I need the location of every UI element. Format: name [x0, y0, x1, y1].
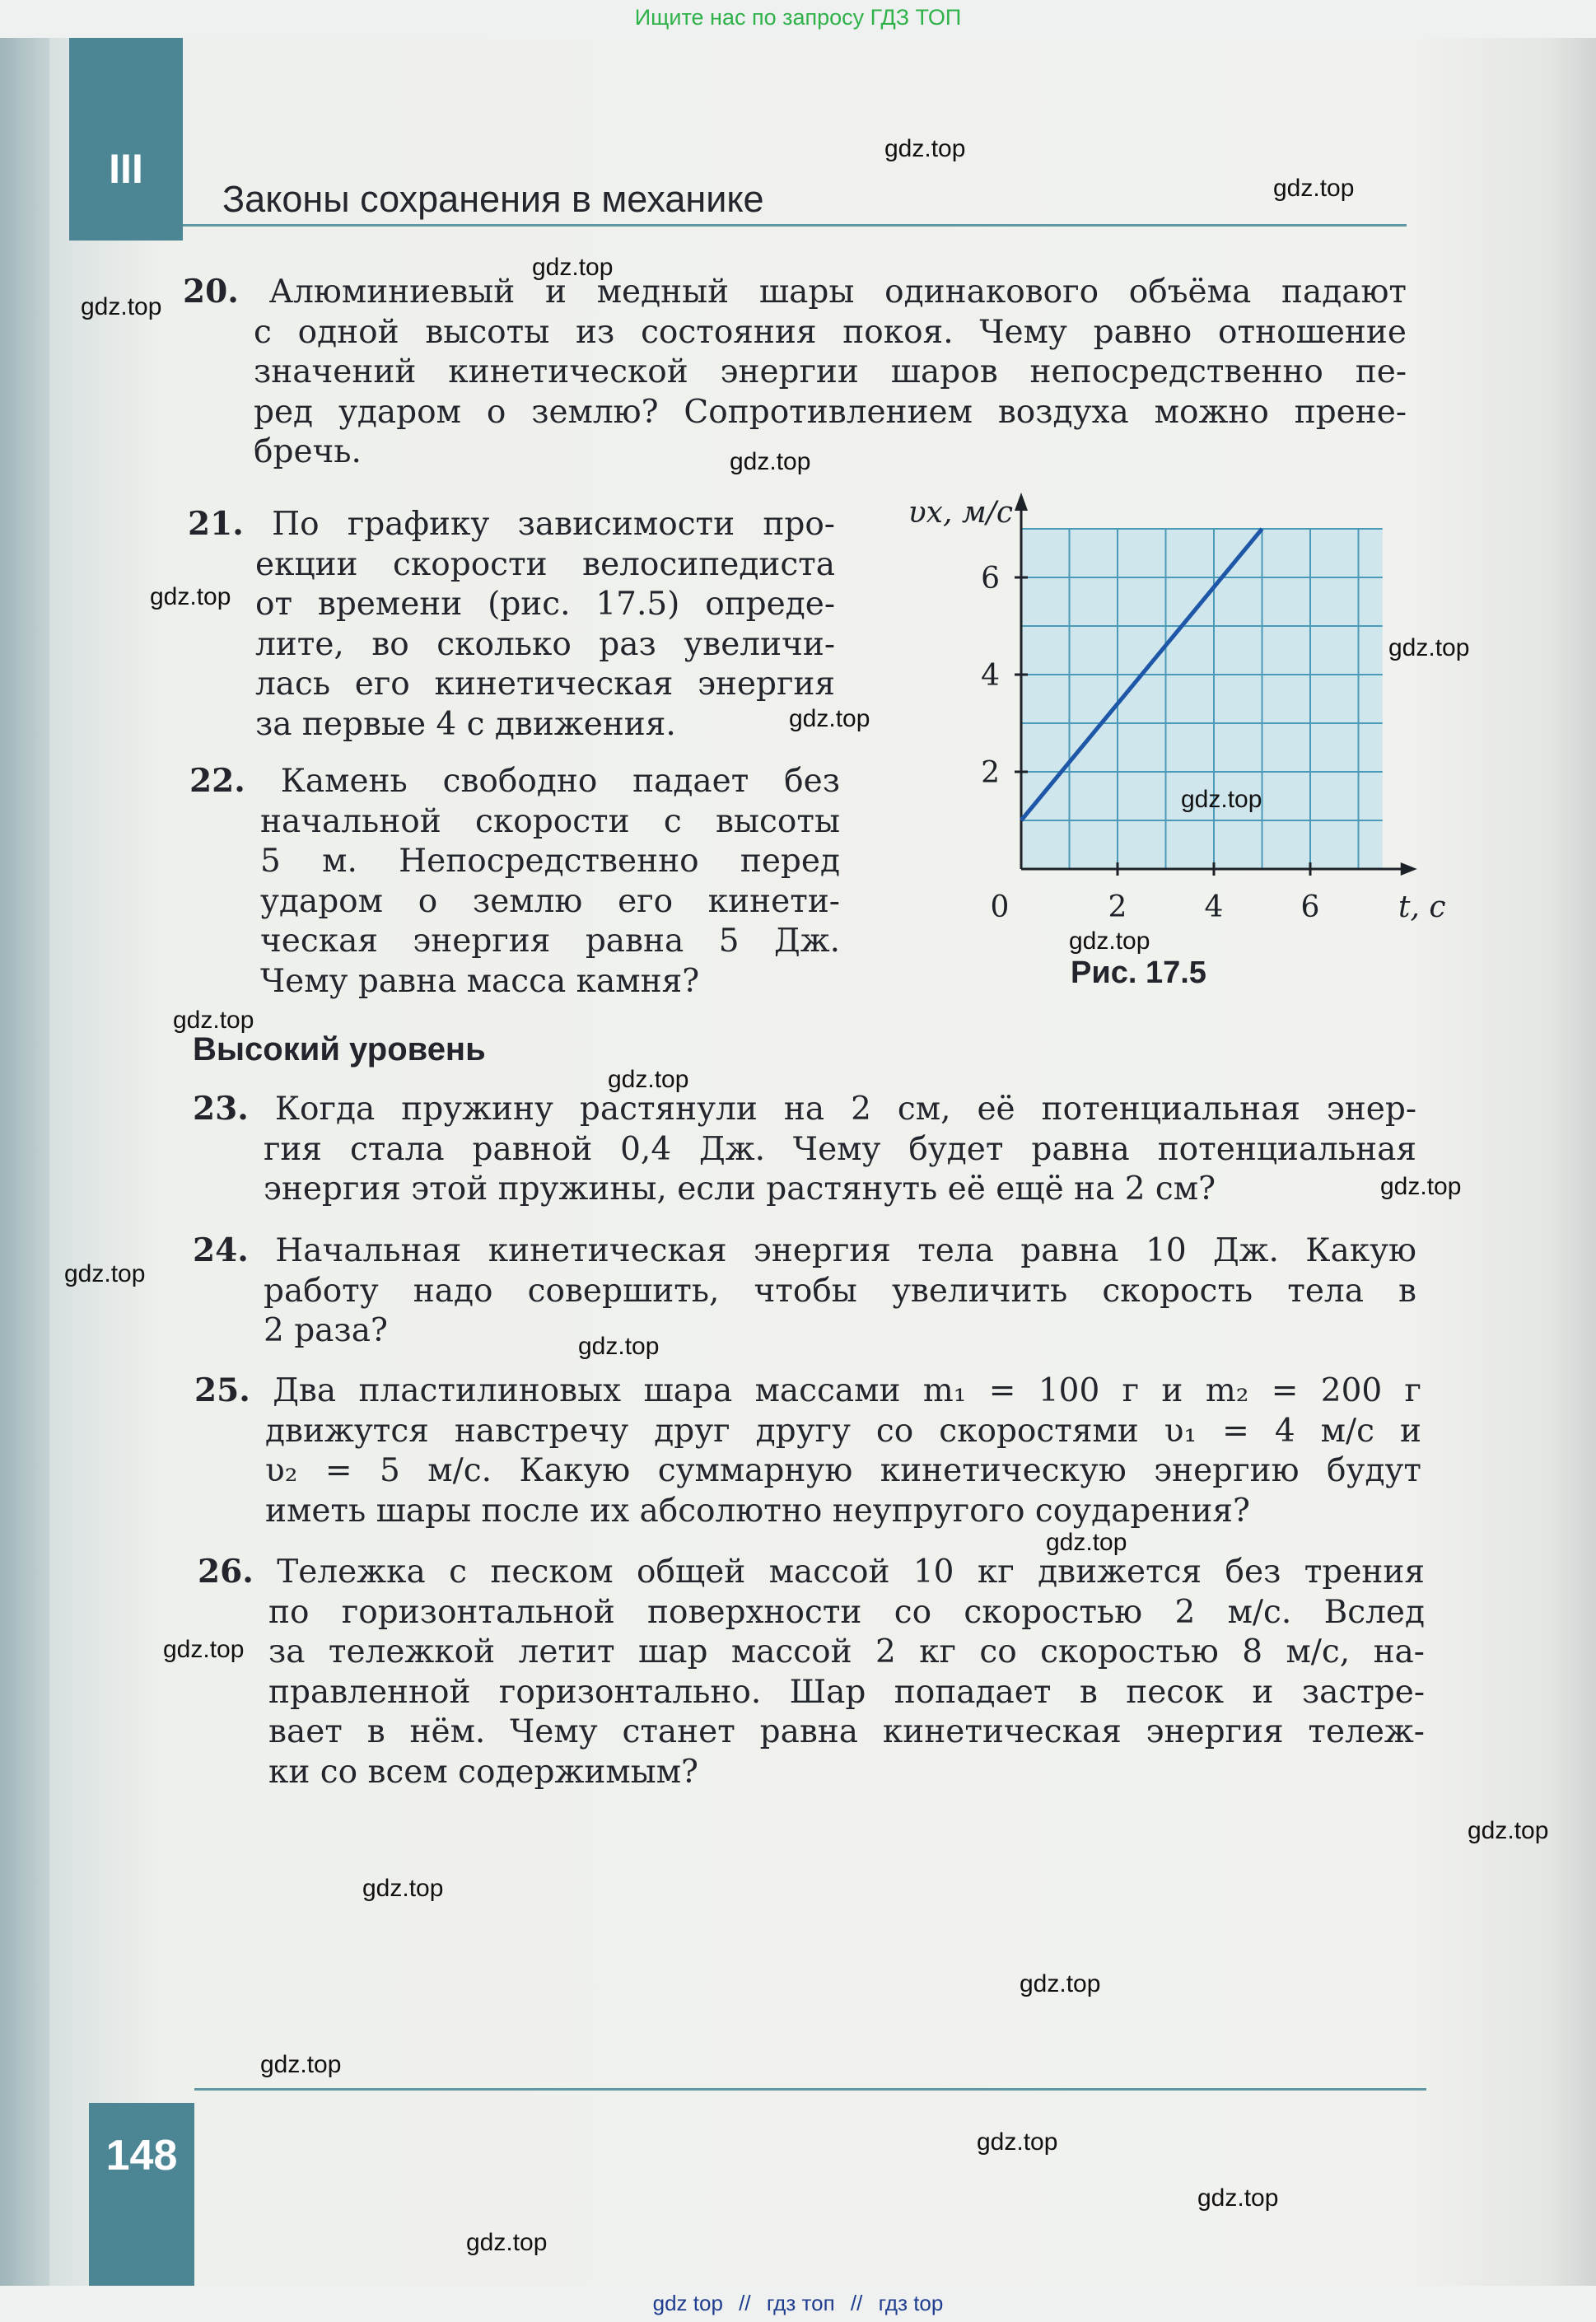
problem-number: 22.: [189, 762, 245, 800]
page-number: 148: [105, 2132, 178, 2180]
problem-number: 21.: [188, 505, 244, 543]
problem-line: вает в нём. Чему станет равна кинетическая энергия тележ-: [268, 1713, 1425, 1750]
watermark-label: gdz.top: [1197, 2184, 1279, 2212]
problem-22: [189, 761, 840, 1002]
problem-line: от времени (рис. 17.5) опреде-: [255, 586, 835, 623]
watermark-label: gdz.top: [977, 2128, 1058, 2156]
watermark-label: gdz.top: [150, 583, 231, 610]
problem-line: 20. Алюминиевый и медный шары одинакового объёма падают: [183, 273, 1407, 311]
figure-caption: Рис. 17.5: [1071, 955, 1206, 990]
problem-line: движутся навстречу друг другу со скоростями υ₁ = 4 м/с и: [265, 1412, 1421, 1450]
watermark-label: gdz.top: [1046, 1529, 1127, 1556]
problem-line: за тележкой летит шар массой 2 кг со скоростью 8 м/с, на-: [268, 1633, 1425, 1670]
problem-line: ударом о землю его кинети-: [260, 882, 840, 920]
problem-line: 2 раза?: [264, 1312, 388, 1349]
problem-line: ред ударом о землю? Сопротивлением воздуха можно прене-: [254, 393, 1407, 431]
watermark-label: gdz.top: [730, 448, 811, 475]
watermark-label: gdz.top: [81, 293, 162, 320]
problem-number: 26.: [198, 1553, 254, 1591]
footer-divider: [194, 2088, 1426, 2091]
y-axis-arrow: [1015, 493, 1028, 511]
problem-line: начальной скорости с высоты: [260, 802, 840, 840]
top-banner[interactable]: Ищите нас по запросу ГДЗ ТОП: [634, 5, 962, 30]
watermark-label: gdz.top: [1069, 927, 1150, 955]
problem-26: [198, 1552, 1425, 1792]
watermark-label: gdz.top: [1020, 1970, 1101, 1997]
watermark-label: gdz.top: [578, 1333, 660, 1360]
problem-line: иметь шары после их абсолютно неупругого соударения?: [265, 1492, 1250, 1530]
problem-line: лась его кинетическая энергия: [255, 666, 835, 703]
x-axis-arrow: [1401, 862, 1417, 876]
problem-line: 5 м. Непосредственно перед: [260, 843, 840, 880]
book-spine-shadow: [0, 38, 49, 2286]
page-number-tab: [89, 2103, 194, 2286]
problem-number: 23.: [193, 1090, 249, 1128]
x-tick-label: 6: [1300, 890, 1320, 924]
bottom-link[interactable]: гдз top: [878, 2291, 944, 2315]
level-heading: Высокий уровень: [193, 1031, 486, 1068]
bottom-link[interactable]: gdz top: [652, 2291, 723, 2315]
problem-line: 23. Когда пружину растянули на 2 см, её потенциальная энер-: [193, 1090, 1416, 1128]
watermark-label: gdz.top: [64, 1260, 146, 1287]
problem-line: правленной горизонтально. Шар попадает в песок и застре-: [268, 1673, 1425, 1711]
x-axis-label: t, с: [1398, 890, 1446, 924]
chapter-number: III: [109, 146, 143, 192]
problem-number: 24.: [193, 1231, 249, 1269]
problem-line: гия стала равной 0,4 Дж. Чему будет равна потенциальная: [264, 1130, 1416, 1168]
y-axis-label: υx, м/с: [908, 496, 1013, 530]
bottom-separator: //: [739, 2291, 751, 2315]
problem-line: ческая энергия равна 5 Дж.: [260, 923, 840, 960]
chapter-tab: [69, 38, 183, 241]
problem-line: значений кинетической энергии шаров непосредственно пе-: [254, 353, 1407, 390]
problem-line: по горизонтальной поверхности со скоростью 2 м/с. Вслед: [268, 1593, 1425, 1631]
problem-line: с одной высоты из состояния покоя. Чему равно отношение: [254, 313, 1407, 351]
y-tick-label: 6: [981, 562, 1000, 596]
watermark-label: gdz.top: [608, 1066, 689, 1093]
problem-line: υ₂ = 5 м/с. Какую суммарную кинетическую энергию будут: [265, 1452, 1421, 1489]
watermark-label: gdz.top: [884, 135, 966, 162]
problem-line: 25. Два пластилиновых шара массами m₁ = 100 г и m₂ = 200 г: [194, 1371, 1421, 1409]
watermark-label: gdz.top: [163, 1636, 245, 1663]
problem-number: 25.: [194, 1371, 250, 1409]
y-tick-label: 4: [981, 659, 1000, 693]
watermark-label: gdz.top: [1273, 175, 1355, 202]
problem-line: 26. Тележка с песком общей массой 10 кг движется без трения: [198, 1553, 1425, 1591]
header-divider: [183, 224, 1407, 227]
watermark-label: gdz.top: [532, 254, 614, 281]
problem-24: [193, 1231, 1416, 1352]
graph-grid: [1021, 529, 1383, 869]
watermark-label: gdz.top: [173, 1007, 254, 1034]
x-tick-label: 2: [1108, 890, 1127, 924]
problem-number: 20.: [183, 273, 239, 311]
watermark-label: gdz.top: [466, 2229, 548, 2256]
problem-line: лите, во сколько раз увеличи-: [255, 625, 835, 663]
problem-line: бречь.: [254, 433, 362, 470]
watermark-label: gdz.top: [1388, 634, 1470, 661]
problem-21: [188, 504, 835, 745]
watermark-label: gdz.top: [260, 2051, 342, 2078]
problem-line: энергия этой пружины, если растянуть её ещё на 2 см?: [264, 1170, 1216, 1208]
problem-line: 22. Камень свободно падает без: [189, 762, 840, 800]
page-header-title: Законы сохранения в механике: [222, 178, 764, 220]
problem-line: 24. Начальная кинетическая энергия тела равна 10 Дж. Какую: [193, 1231, 1416, 1269]
problem-line: екции скорости велосипедиста: [255, 545, 835, 583]
origin-label: 0: [990, 890, 1010, 924]
problem-line: ки со всем содержимым?: [268, 1753, 698, 1791]
x-tick-label: 4: [1204, 890, 1224, 924]
problem-line: Чему равна масса камня?: [260, 962, 700, 1000]
bottom-link[interactable]: гдз топ: [766, 2291, 835, 2315]
watermark-label: gdz.top: [1468, 1817, 1549, 1844]
problem-25: [194, 1371, 1421, 1531]
problem-line: 21. По графику зависимости про-: [188, 505, 835, 543]
watermark-label: gdz.top: [1380, 1173, 1462, 1200]
watermark-label: gdz.top: [1181, 786, 1262, 813]
grid-background: [1021, 529, 1383, 869]
bottom-separator: //: [850, 2291, 863, 2315]
bottom-links: [0, 2287, 1596, 2320]
problem-23: [193, 1089, 1416, 1210]
problem-20: [183, 272, 1407, 473]
problem-line: за первые 4 с движения.: [255, 705, 676, 743]
watermark-label: gdz.top: [362, 1875, 444, 1902]
watermark-label: gdz.top: [789, 705, 870, 732]
problem-line: работу надо совершить, чтобы увеличить скорость тела в: [264, 1272, 1416, 1310]
y-tick-label: 2: [981, 756, 1000, 790]
